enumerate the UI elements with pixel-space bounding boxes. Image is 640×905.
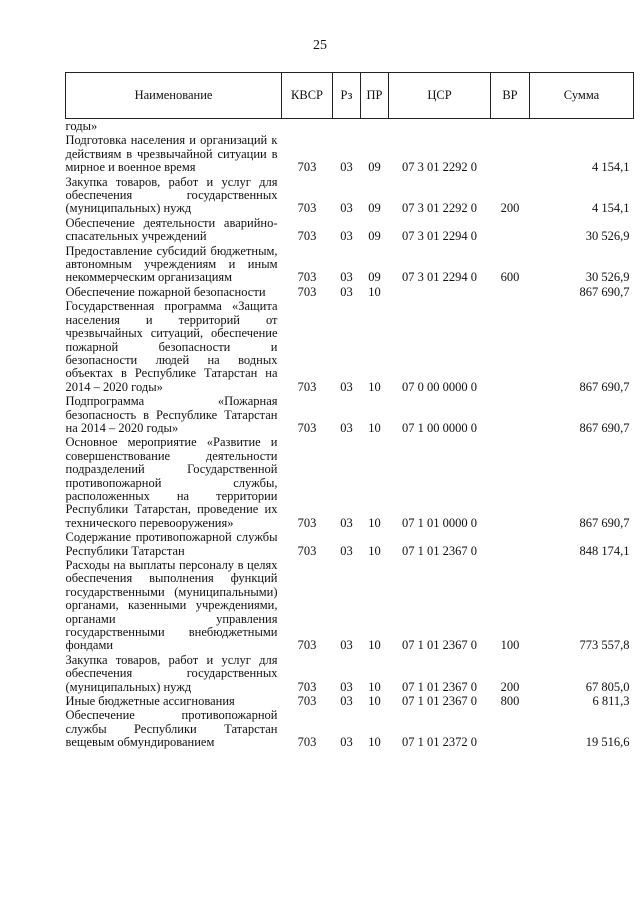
cell-rz: 03	[340, 735, 353, 750]
cell-name: Содержание противопожарной службы Республики Татарстан	[65, 530, 278, 558]
budget-table	[65, 72, 634, 750]
cell-name: Обеспечение деятельности аварийно-спасательных учреждений	[65, 215, 278, 244]
cell-pr	[361, 119, 389, 134]
cell-pr: 10	[368, 638, 381, 653]
table-row	[66, 175, 634, 216]
cell-kvsr: 703	[297, 543, 317, 558]
cell-rz: 03	[340, 284, 353, 299]
cell-csr: 07 3 01 2294 0	[402, 270, 477, 285]
cell-csr: 07 1 01 2367 0	[402, 638, 477, 653]
cell-sum: 30 526,9	[585, 229, 630, 244]
cell-pr: 10	[368, 515, 381, 530]
cell-csr	[389, 285, 491, 299]
cell-vr	[491, 133, 530, 174]
cell-sum: 19 516,6	[585, 735, 630, 750]
cell-name: Обеспечение пожарной безопасности	[65, 284, 266, 299]
table-row	[66, 119, 634, 134]
table-row	[66, 394, 634, 435]
cell-csr: 07 1 00 0000 0	[402, 420, 477, 435]
cell-pr: 09	[368, 201, 381, 216]
cell-kvsr: 703	[297, 379, 317, 394]
cell-kvsr: 703	[297, 270, 317, 285]
cell-vr	[491, 216, 530, 244]
cell-csr: 07 1 01 2367 0	[402, 679, 477, 694]
cell-pr: 10	[368, 694, 381, 709]
cell-pr: 09	[368, 270, 381, 285]
cell-sum: 867 690,7	[579, 420, 630, 435]
header-csr: ЦСР	[389, 73, 491, 119]
cell-kvsr: 703	[297, 201, 317, 216]
cell-kvsr: 703	[297, 638, 317, 653]
cell-sum: 867 690,7	[579, 284, 630, 299]
cell-pr: 10	[368, 420, 381, 435]
table-row	[66, 435, 634, 530]
header-name: Наименование	[66, 73, 282, 119]
cell-csr: 07 3 01 2294 0	[402, 229, 477, 244]
cell-csr	[389, 119, 491, 134]
cell-csr: 07 3 01 2292 0	[402, 201, 477, 216]
cell-name: Подпрограмма «Пожарная безопасность в Республике Татарстан на 2014 – 2020 годы»	[65, 394, 278, 435]
table-header-row	[66, 73, 634, 119]
cell-sum: 4 154,1	[592, 160, 630, 175]
table-row	[66, 285, 634, 299]
cell-name: Расходы на выплаты персоналу в целях обеспечения выполнения функций государственными (муниципальными) органами, казенными учреждениями, органами управления государственными внебюджетными фондами	[65, 558, 278, 653]
cell-kvsr: 703	[297, 420, 317, 435]
cell-pr: 10	[368, 679, 381, 694]
cell-sum: 30 526,9	[585, 270, 630, 285]
cell-vr	[491, 708, 530, 749]
cell-sum: 773 557,8	[579, 638, 630, 653]
cell-pr: 10	[368, 735, 381, 750]
cell-name: Основное мероприятие «Развитие и совершенствование деятельности подразделений Государственной противопожарной службы, расположенных на территории Республики Татарстан, проведение их технического перевооружения»	[65, 435, 278, 530]
table-row	[66, 694, 634, 708]
cell-name: Предоставление субсидий бюджетным, автономным учреждениям и иным некоммерческим организациям	[65, 243, 278, 285]
cell-sum: 848 174,1	[579, 543, 630, 558]
cell-vr: 800	[500, 694, 520, 709]
cell-vr	[491, 285, 530, 299]
cell-vr: 100	[500, 638, 520, 653]
cell-vr: 600	[500, 270, 520, 285]
cell-sum: 6 811,3	[592, 694, 630, 709]
table-row	[66, 558, 634, 653]
cell-rz: 03	[340, 515, 353, 530]
cell-csr: 07 3 01 2292 0	[402, 160, 477, 175]
cell-name: Обеспечение противопожарной службы Республики Татарстан вещевым обмундированием	[65, 708, 278, 750]
cell-vr	[491, 435, 530, 530]
table-row	[66, 299, 634, 394]
header-kvsr: КВСР	[282, 73, 333, 119]
table-row	[66, 244, 634, 285]
cell-name: Государственная программа «Защита населения и территорий от чрезвычайных ситуаций, обеспечение пожарной безопасности и безопасности людей на водных объектах в Республике Татарстан на 2014 – 2020 годы»	[65, 299, 278, 394]
cell-pr: 10	[368, 379, 381, 394]
cell-csr: 07 1 01 0000 0	[402, 515, 477, 530]
cell-vr: 200	[500, 201, 520, 216]
cell-kvsr: 703	[297, 735, 317, 750]
cell-kvsr: 703	[297, 679, 317, 694]
cell-kvsr: 703	[297, 694, 317, 709]
table-row	[66, 133, 634, 174]
table-row	[66, 708, 634, 749]
cell-name: годы»	[65, 119, 98, 133]
cell-vr: 200	[500, 679, 520, 694]
cell-pr: 09	[368, 160, 381, 175]
header-sum: Сумма	[530, 73, 634, 119]
table-row	[66, 530, 634, 558]
cell-sum: 867 690,7	[579, 515, 630, 530]
cell-kvsr: 703	[297, 160, 317, 175]
cell-name: Иные бюджетные ассигнования	[65, 694, 235, 709]
cell-csr: 07 1 01 2367 0	[402, 543, 477, 558]
cell-rz: 03	[340, 679, 353, 694]
cell-vr	[491, 530, 530, 558]
cell-sum: 4 154,1	[592, 201, 630, 216]
cell-rz: 03	[340, 694, 353, 709]
cell-rz: 03	[340, 160, 353, 175]
header-pr: ПР	[361, 73, 389, 119]
cell-name: Подготовка населения и организаций к действиям в чрезвычайной ситуации в мирное и военное время	[65, 133, 278, 175]
table-row	[66, 653, 634, 694]
cell-csr: 07 1 01 2367 0	[402, 694, 477, 709]
cell-pr: 10	[368, 543, 381, 558]
cell-kvsr: 703	[297, 229, 317, 244]
cell-pr: 10	[368, 284, 381, 299]
cell-sum	[530, 119, 634, 134]
header-vr: ВР	[491, 73, 530, 119]
cell-rz: 03	[340, 270, 353, 285]
cell-sum: 867 690,7	[579, 379, 630, 394]
cell-vr	[491, 394, 530, 435]
cell-sum: 67 805,0	[585, 679, 630, 694]
cell-rz: 03	[340, 420, 353, 435]
cell-name: Закупка товаров, работ и услуг для обеспечения государственных (муниципальных) нужд	[65, 174, 278, 216]
header-rz: Рз	[333, 73, 361, 119]
cell-pr: 09	[368, 229, 381, 244]
cell-rz: 03	[340, 379, 353, 394]
cell-rz: 03	[340, 543, 353, 558]
cell-name: Закупка товаров, работ и услуг для обеспечения государственных (муниципальных) нужд	[65, 652, 278, 694]
cell-kvsr: 703	[297, 515, 317, 530]
cell-rz: 03	[340, 638, 353, 653]
cell-kvsr: 703	[297, 284, 317, 299]
cell-csr: 07 1 01 2372 0	[402, 735, 477, 750]
page-number: 25	[313, 38, 327, 53]
cell-csr: 07 0 00 0000 0	[402, 379, 477, 394]
cell-rz: 03	[340, 229, 353, 244]
cell-vr	[491, 299, 530, 394]
cell-kvsr	[282, 119, 333, 134]
cell-vr	[491, 119, 530, 134]
cell-rz	[333, 119, 361, 134]
cell-rz: 03	[340, 201, 353, 216]
table-row	[66, 216, 634, 244]
